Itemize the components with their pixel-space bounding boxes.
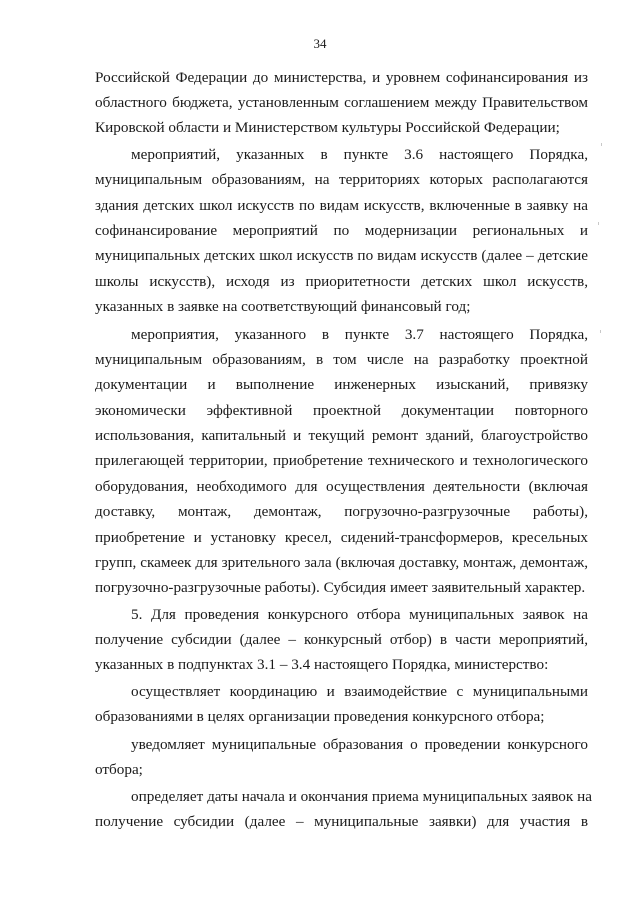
text-line: муниципальным образованиям, в том числе на разработку проектной [95, 351, 588, 368]
text-line: мероприятия, указанного в пункте 3.7 настоящего Порядка, [131, 326, 588, 343]
text-line: документации и выполнение инженерных изысканий, привязку [95, 376, 588, 393]
text-line: софинансирование мероприятий по модернизации региональных и [95, 222, 588, 239]
text-line: муниципальным образованиям, на территориях которых располагаются [95, 171, 588, 188]
text-line: образованиями в целях организации проведения конкурсного отбора; [95, 708, 545, 725]
page-number: 34 [313, 36, 327, 51]
text-line: осуществляет координацию и взаимодействие с муниципальными [131, 683, 588, 700]
text-line: получение субсидии (далее – муниципальные заявки) для участия в [95, 813, 588, 830]
text-line: Российской Федерации до министерства, и уровнем софинансирования из [95, 69, 588, 86]
text-line: 5. Для проведения конкурсного отбора муниципальных заявок на [131, 606, 588, 623]
scan-mark [598, 222, 599, 225]
scan-mark [601, 143, 602, 146]
text-line: оборудования, необходимого для осуществления деятельности (включая [95, 478, 588, 495]
scan-mark [600, 330, 601, 333]
text-line: погрузочно-разгрузочные работы). Субсидия имеет заявительный характер. [95, 579, 586, 596]
text-line: областного бюджета, установленным соглашением между Правительством [95, 94, 588, 111]
text-line: получение субсидии (далее – конкурсный отбор) в части мероприятий, [95, 631, 588, 648]
text-line: экономически эффективной проектной документации повторного [95, 402, 588, 419]
text-line: групп, скамеек для зрительного зала (включая доставку, монтаж, демонтаж, [95, 554, 588, 571]
text-line: здания детских школ искусств по видам искусств, включенные в заявку на [95, 197, 588, 214]
text-line: указанных в подпунктах 3.1 – 3.4 настоящего Порядка, министерство: [95, 656, 549, 673]
text-line: школы искусств), исходя из приоритетности детских школ искусств, [95, 273, 588, 290]
text-line: Кировской области и Министерством культуры Российской Федерации; [95, 119, 560, 136]
text-line: указанных в заявке на соответствующий финансовый год; [95, 298, 471, 315]
text-line: уведомляет муниципальные образования о проведении конкурсного [131, 736, 588, 753]
text-line: мероприятий, указанных в пункте 3.6 настоящего Порядка, [131, 146, 588, 163]
text-line: муниципальных детских школ искусств по видам искусств (далее – детские [95, 247, 588, 264]
text-line: доставку, монтаж, демонтаж, погрузочно-разгрузочные работы), [95, 503, 588, 520]
text-line: определяет даты начала и окончания приема муниципальных заявок на [131, 788, 592, 805]
text-line: прилегающей территории, приобретение технического и технологического [95, 452, 588, 469]
text-line: отбора; [95, 761, 143, 778]
text-line: приобретение и установку кресел, сидений-трансформеров, кресельных [95, 529, 588, 546]
text-line: использования, капитальный и текущий ремонт зданий, благоустройство [95, 427, 588, 444]
